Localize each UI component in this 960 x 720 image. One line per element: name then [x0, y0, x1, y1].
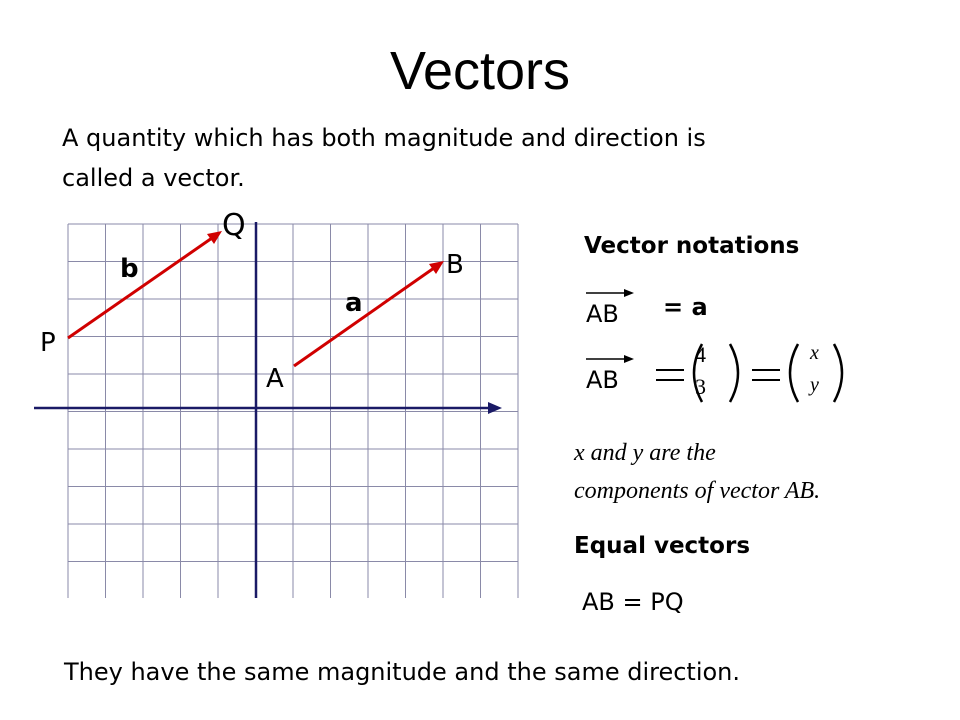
column-entry-y: y	[810, 374, 819, 396]
equal-vectors-heading: Equal vectors	[574, 533, 751, 559]
point-label-q: Q	[222, 208, 246, 243]
column-entry-3: 3	[695, 374, 706, 399]
vector-label-b: b	[120, 254, 139, 284]
point-label-b: B	[446, 250, 464, 280]
point-label-a: A	[266, 364, 284, 394]
column-entry-4: 4	[695, 342, 706, 367]
equal-vectors-statement: AB = PQ	[582, 588, 684, 616]
notation-vector-ab-2: AB	[586, 366, 619, 394]
point-label-p: P	[40, 328, 56, 358]
overline-arrow-2	[580, 352, 640, 366]
vector-pq-line	[68, 238, 212, 338]
notation-vector-ab-1: AB	[586, 300, 619, 328]
intro-line-2: called a vector.	[62, 164, 245, 192]
footer-statement: They have the same magnitude and the same direction.	[64, 658, 741, 686]
notations-heading: Vector notations	[584, 233, 800, 259]
components-line-1: x and y are the	[574, 440, 716, 466]
x-axis-arrowhead	[488, 402, 502, 414]
notation-equals-a: = a	[663, 293, 708, 321]
vector-pq-arrowhead	[207, 231, 222, 244]
vector-ab-arrowhead	[429, 261, 444, 274]
column-vector-equation	[650, 340, 860, 406]
vector-ab-line	[294, 268, 434, 366]
vector-label-a: a	[345, 288, 363, 318]
page-title: Vectors	[389, 41, 571, 101]
column-entry-x: x	[810, 342, 819, 364]
intro-line-1: A quantity which has both magnitude and direction is	[62, 124, 706, 152]
components-line-2: components of vector AB.	[574, 478, 821, 504]
overline-arrow-1	[580, 286, 640, 300]
